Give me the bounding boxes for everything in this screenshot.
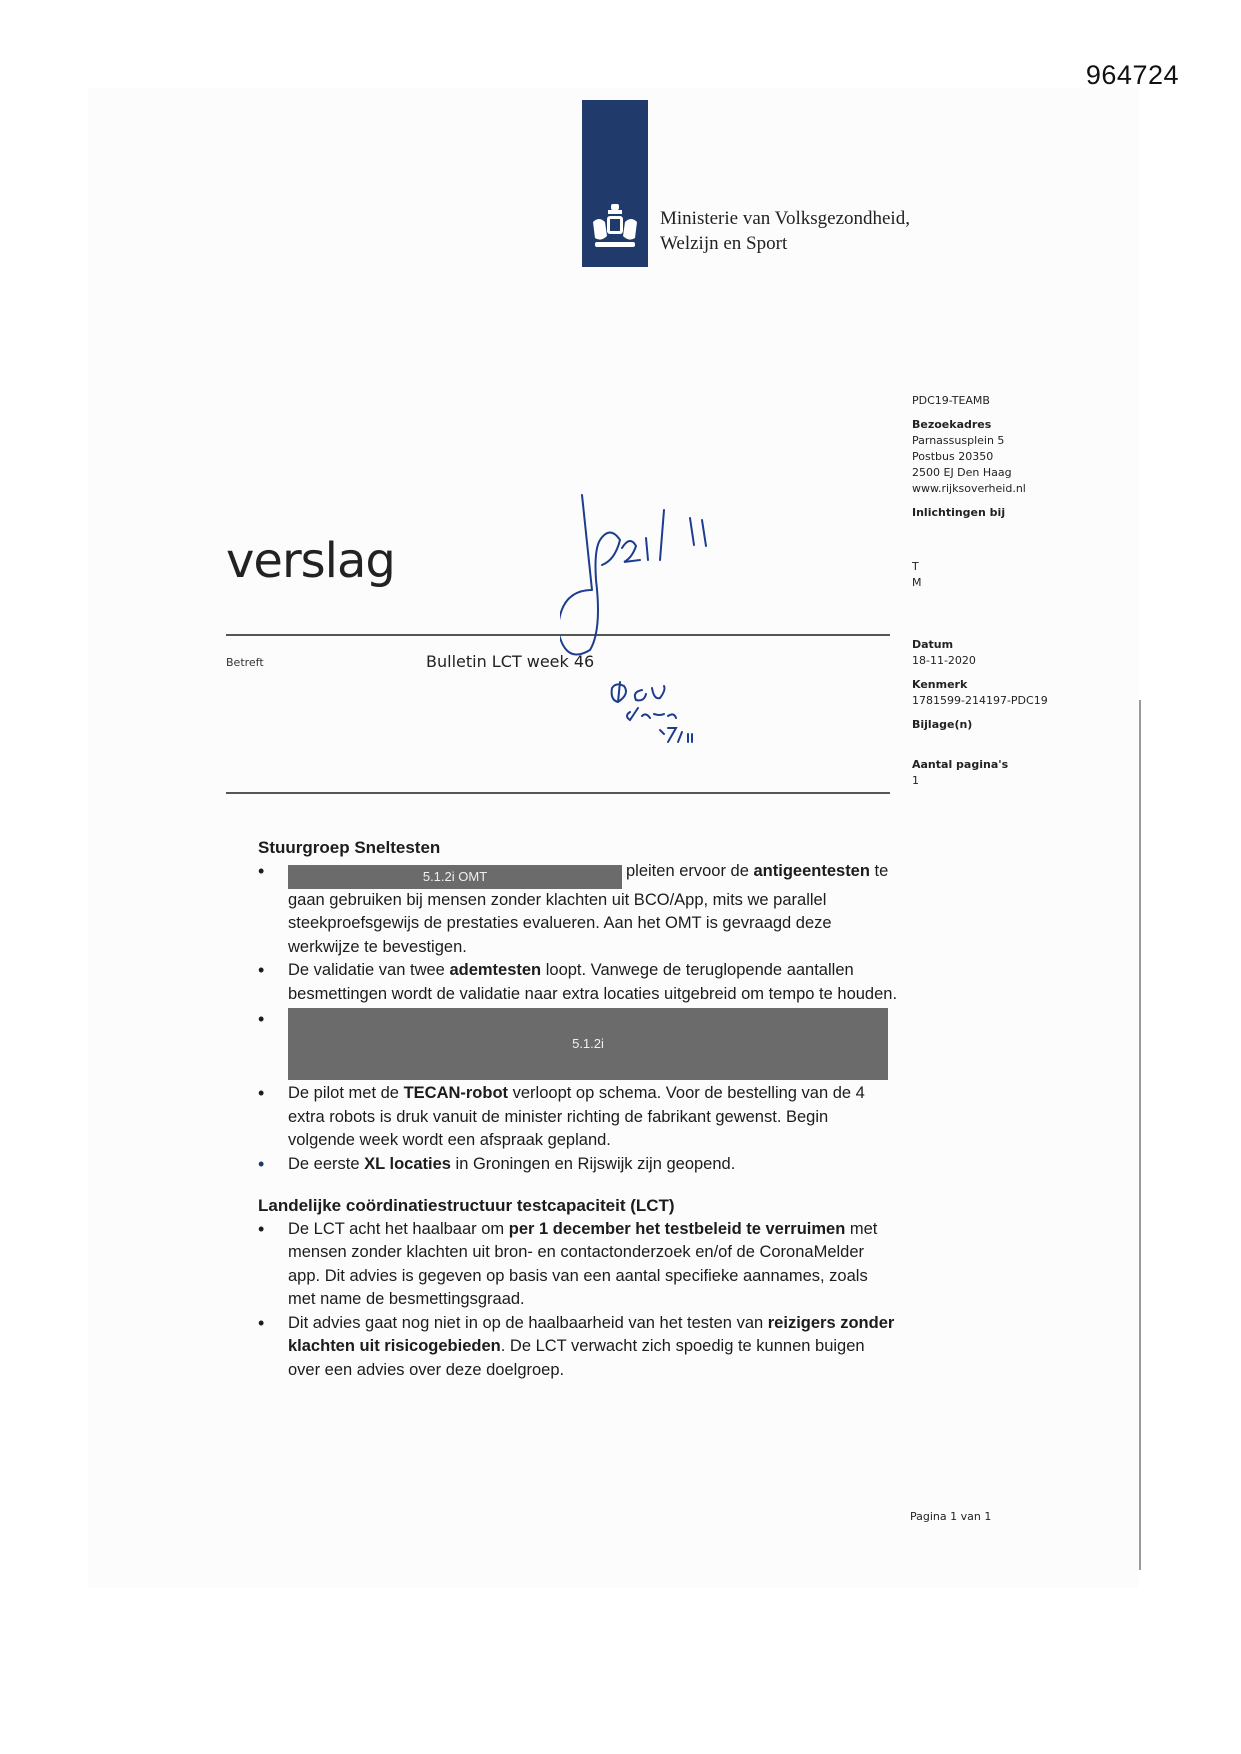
attachments-label: Bijlage(n) xyxy=(912,718,973,731)
reference-value: 1781599-214197-PDC19 xyxy=(912,694,1048,707)
website-link[interactable]: www.rijksoverheid.nl xyxy=(912,482,1026,495)
address-line: Postbus 20350 xyxy=(912,450,994,463)
page-indicator: Pagina 1 van 1 xyxy=(910,1510,992,1523)
scan-edge-line xyxy=(1139,700,1141,1570)
list-item: • De pilot met de TECAN-robot verloopt op schema. Voor de bestelling van de 4 extra robots is druk vanuit de minister richting de fabrikant gewenst. Begin volgende week wordt een afspraak gepland. xyxy=(258,1082,898,1153)
document-sidebar xyxy=(912,393,1112,789)
subject-value: Bulletin LCT week 46 xyxy=(426,652,595,671)
list-item xyxy=(258,1008,898,1080)
list-item: • De LCT acht het haalbaar om per 1 december het testbeleid te verruimen met mensen zonder klachten uit bron- en contactonderzoek en/of de CoronaMelder app. Dit advies is gegeven op basis van een aantal specifieke aannames, zoals met name de besmettingsgraad. xyxy=(258,1218,898,1312)
document-body xyxy=(258,836,898,1382)
date-label: Datum xyxy=(912,638,954,651)
contact-label: Inlichtingen bij xyxy=(912,506,1006,519)
subject-divider xyxy=(226,792,890,794)
list-item: • 5.1.2i OMT pleiten ervoor de antigeentesten te gaan gebruiken bij mensen zonder klachten uit BCO/App, mits we parallel steekproefsgewijs de prestaties evalueren. Aan het OMT is gevraagd deze werkwijze te bevestigen. xyxy=(258,860,898,960)
document-type-title: verslag xyxy=(226,533,395,589)
team-name: PDC19-TEAMB xyxy=(912,394,990,407)
address-line: 2500 EJ Den Haag xyxy=(912,466,1012,479)
section-list xyxy=(258,860,898,1177)
reference-label: Kenmerk xyxy=(912,678,968,691)
section-title: Stuurgroep Sneltesten xyxy=(258,838,441,857)
pages-value: 1 xyxy=(912,774,919,787)
section-list xyxy=(258,1218,898,1383)
visit-address-label: Bezoekadres xyxy=(912,418,992,431)
list-item: • Dit advies gaat nog niet in op de haalbaarheid van het testen van reizigers zonder klachten uit risicogebieden. De LCT verwacht zich spoedig te kunnen buigen over een advies over deze doelgroep. xyxy=(258,1312,898,1383)
list-item: • De eerste XL locaties in Groningen en Rijswijk zijn geopend. xyxy=(258,1153,898,1177)
mail-label: M xyxy=(912,576,922,589)
address-line: Parnassusplein 5 xyxy=(912,434,1005,447)
subject-label: Betreft xyxy=(226,656,264,669)
section-title: Landelijke coördinatiestructuur testcapaciteit (LCT) xyxy=(258,1196,675,1215)
phone-label: T xyxy=(912,560,919,573)
ministry-name-line2: Welzijn en Sport xyxy=(660,233,788,254)
redaction-box: 5.1.2i OMT xyxy=(288,865,622,889)
document-id: 964724 xyxy=(1085,60,1179,90)
list-item: • De validatie van twee ademtesten loopt. Vanwege de teruglopende aantallen besmettingen wordt de validatie naar extra locaties uitgebreid om tempo te houden. xyxy=(258,959,898,1006)
pages-label: Aantal pagina's xyxy=(912,758,1009,771)
ministry-name xyxy=(660,206,910,256)
handwritten-annotation xyxy=(560,480,800,760)
redaction-box: • 5.1.2i xyxy=(288,1008,888,1080)
coat-of-arms-icon xyxy=(587,200,643,260)
date-value: 18-11-2020 xyxy=(912,654,976,667)
ministry-name-line1: Ministerie van Volksgezondheid, xyxy=(660,208,910,229)
